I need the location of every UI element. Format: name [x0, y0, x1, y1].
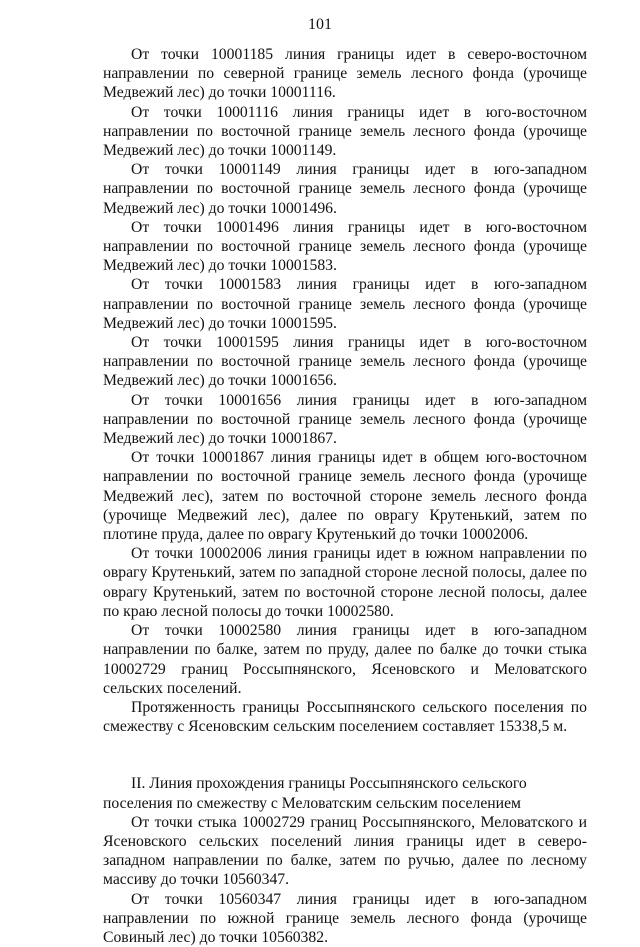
paragraph: От точки 10002580 линия границы идет в юго-западном направлении по балке, затем по пруду, далее по балке до точки стыка 10002729 границ Россыпнянского, Ясеновского и Меловатского сельских поселений. — [103, 622, 587, 697]
document-body — [103, 45, 587, 947]
paragraph: От точки 10560347 линия границы идет в юго-западном направлении по южной границе земель лесного фонда (урочище Совиный лес) до точки 10560382. — [103, 890, 587, 946]
paragraph-summary: Протяженность границы Россыпнянского сельского поселения по смежеству с Ясеновским сельским поселением составляет 15338,5 м. — [103, 698, 587, 736]
paragraph: От точки 10001656 линия границы идет в юго-западном направлении по восточной границе земель лесного фонда (урочище Медвежий лес) до точки 10001867. — [103, 391, 587, 448]
paragraph: От точки 10001867 линия границы идет в общем юго-восточном направлении по восточной границе земель лесного фонда (урочище Медвежий лес), затем по восточной стороне земель лесного фонда (урочище Медвежий лес), далее по оврагу Крутенький, затем по плотине пруда, далее по оврагу Крутенький до точки 10002006. — [103, 449, 587, 544]
paragraph: От точки 10002006 линия границы идет в южном направлении по оврагу Крутенький, затем по западной стороне лесной полосы, далее по оврагу Крутенький, затем по восточной стороне лесной полосы, далее по краю лесной полосы до точки 10002580. — [103, 545, 587, 620]
section-heading: II. Линия прохождения границы Россыпнянского сельского поселения по смежеству с Меловатским сельским поселением — [103, 775, 527, 812]
paragraph: От точки 10001185 линия границы идет в северо-восточном направлении по северной границе земель лесного фонда (урочище Медвежий лес) до точки 10001116. — [103, 46, 587, 102]
paragraph: От точки стыка 10002729 границ Россыпнянского, Меловатского и Ясеновского сельских поселений линия границы идет в северо-западном направлении по балке, затем по ручью, далее по лесному массиву до точки 10560347. — [103, 813, 587, 889]
section-spacer — [103, 736, 587, 755]
paragraph: От точки 10001496 линия границы идет в юго-восточном направлении по восточной границе земель лесного фонда (урочище Медвежий лес) до точки 10001583. — [103, 218, 587, 275]
section-spacer — [103, 755, 587, 774]
paragraph: От точки 10001116 линия границы идет в юго-восточном направлении по восточной границе земель лесного фонда (урочище Медвежий лес) до точки 10001149. — [103, 103, 587, 160]
page-number: 101 — [308, 16, 332, 33]
paragraph: От точки 10001149 линия границы идет в юго-западном направлении по восточной границе земель лесного фонда (урочище Медвежий лес) до точки 10001496. — [103, 161, 587, 217]
paragraph: От точки 10001583 линия границы идет в юго-западном направлении по восточной границе земель лесного фонда (урочище Медвежий лес) до точки 10001595. — [103, 276, 587, 332]
paragraph: От точки 10001595 линия границы идет в юго-восточном направлении по восточной границе земель лесного фонда (урочище Медвежий лес) до точки 10001656. — [103, 334, 587, 390]
